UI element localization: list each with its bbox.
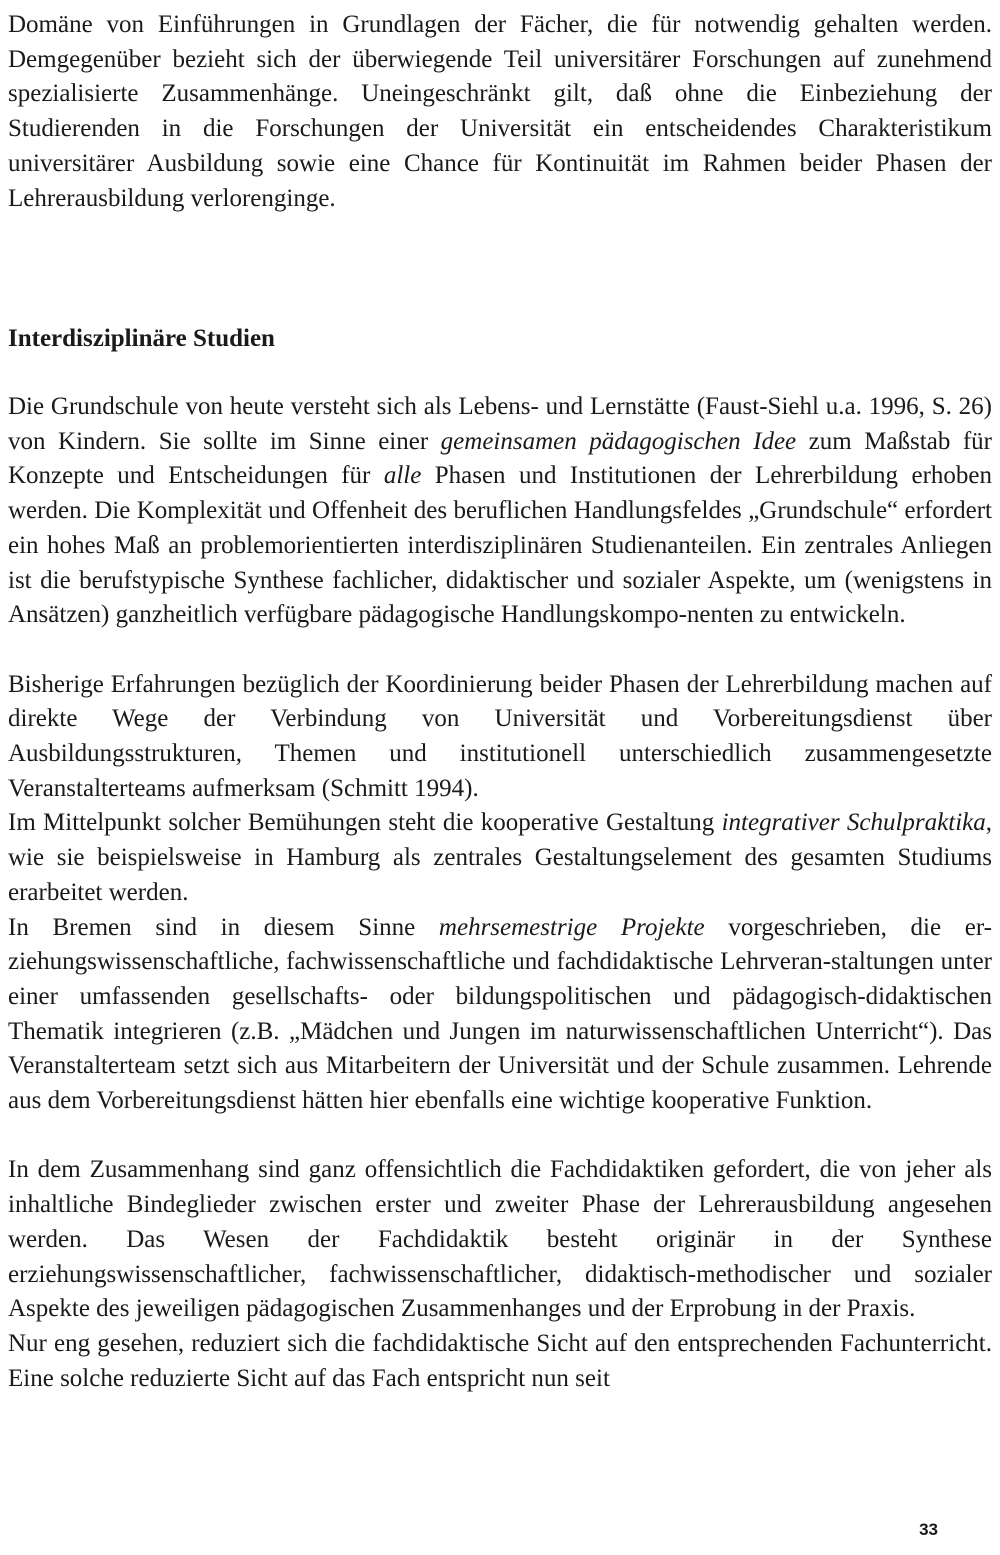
emphasis-text: integrativer Schulpraktika: [721, 809, 986, 837]
emphasis-text: alle: [383, 462, 422, 490]
paragraph-grundschule: [8, 390, 992, 633]
paragraph-text: Phasen und Institutionen der Lehrerbildung erhoben werden. Die Komplexität und Offenheit des beruflichen Handlungsfeldes „Grundschule“ erfordert ein hohes Maß an problemorientierten interdisziplinären Studienanteilen. Ein zentrales Anliegen ist die berufstypische Synthese fachlicher, didaktischer und sozialer Aspekte, um (wenigstens in Ansätzen) ganzheitlich verfügbare pädagogische Handlungskompo-nenten zu entwickeln.: [8, 462, 992, 629]
emphasis-text: mehrsemestrige Projekte: [438, 913, 705, 941]
emphasis-text: gemeinsamen pädagogischen Idee: [440, 427, 797, 455]
section-body: [8, 390, 992, 1396]
paragraph-text: In Bremen sind in diesem Sinne: [8, 913, 439, 941]
paragraph-text: zum Maßstab für Konzepte und Entscheidungen für: [8, 427, 992, 490]
paragraph-fachunterricht: Nur eng gesehen, reduziert sich die fachdidaktische Sicht auf den entsprechenden Fachunterricht. Eine solche reduzierte Sicht auf das Fach entspricht nun seit: [8, 1329, 992, 1392]
paragraph-text: vorgeschrieben, die er-ziehungswissenschaftliche, fachwissenschaftliche und fachdidaktische Lehrveran-staltungen unter einer umfassenden gesellschafts- oder bildungspolitischen und pädagogisch-didaktischen Thematik integrieren (z.B. „Mädchen und Jungen im naturwissenschaftlichen Unterricht“). Das Veranstalterteam setzt sich aus Mitarbeitern der Universität und der Schule zusammen. Lehrende aus dem Vorbereitungsdienst hätten hier ebenfalls eine wichtige kooperative Funktion.: [8, 913, 992, 1115]
paragraph-schulpraktika: [8, 806, 992, 910]
paragraph-text: Im Mittelpunkt solcher Bemühungen steht die kooperative Gestaltung: [8, 809, 722, 837]
paragraph-text: , wie sie beispielsweise in Hamburg als zentrales Gestaltungselement des gesamten Studiums erarbeitet werden.: [8, 809, 992, 906]
intro-paragraph: Domäne von Einführungen in Grundlagen der Fächer, die für notwendig gehalten werden. Demgegenüber bezieht sich der überwiegende Teil universitärer Forschungen auf zunehmend spezialisierte Zusammenhänge. Uneingeschränkt gilt, daß ohne die Einbeziehung der Studierenden in die Forschungen der Universität ein entscheidendes Charakteristikum universitärer Ausbildung sowie eine Chance für Kontinuität im Rahmen beider Phasen der Lehrerausbildung verlorenginge.: [8, 11, 992, 212]
paragraph-fachdidaktiken: In dem Zusammenhang sind ganz offensichtlich die Fachdidaktiken gefordert, die von jeher als inhaltliche Bindeglieder zwischen erster und zweiter Phase der Lehrerausbildung angesehen werden. Das Wesen der Fachdidaktik besteht originär in der Synthese erziehungswissenschaftlicher, fachwissenschaftlicher, didaktisch-methodischer und sozialer Aspekte des jeweiligen pädagogischen Zusammenhanges und der Erprobung in der Praxis.: [8, 1156, 992, 1323]
paragraph-bremen: [8, 911, 992, 1119]
page-number: 33: [919, 1520, 938, 1539]
section-heading: Interdisziplinäre Studien: [8, 325, 275, 352]
paragraph-text: Die Grundschule von heute versteht sich als Lebens- und Lernstätte (Faust-Siehl u.a. 1996, S. 26) von Kindern. Sie sollte im Sinne einer: [8, 393, 992, 455]
paragraph-erfahrungen: Bisherige Erfahrungen bezüglich der Koordinierung beider Phasen der Lehrerbildung machen auf direkte Wege der Verbindung von Universität und Vorbereitungsdienst über Ausbildungsstrukturen, Themen und institutionell unterschiedlich zusammengesetzte Veranstalterteams aufmerksam (Schmitt 1994).: [8, 670, 992, 802]
intro-block: [8, 8, 992, 216]
